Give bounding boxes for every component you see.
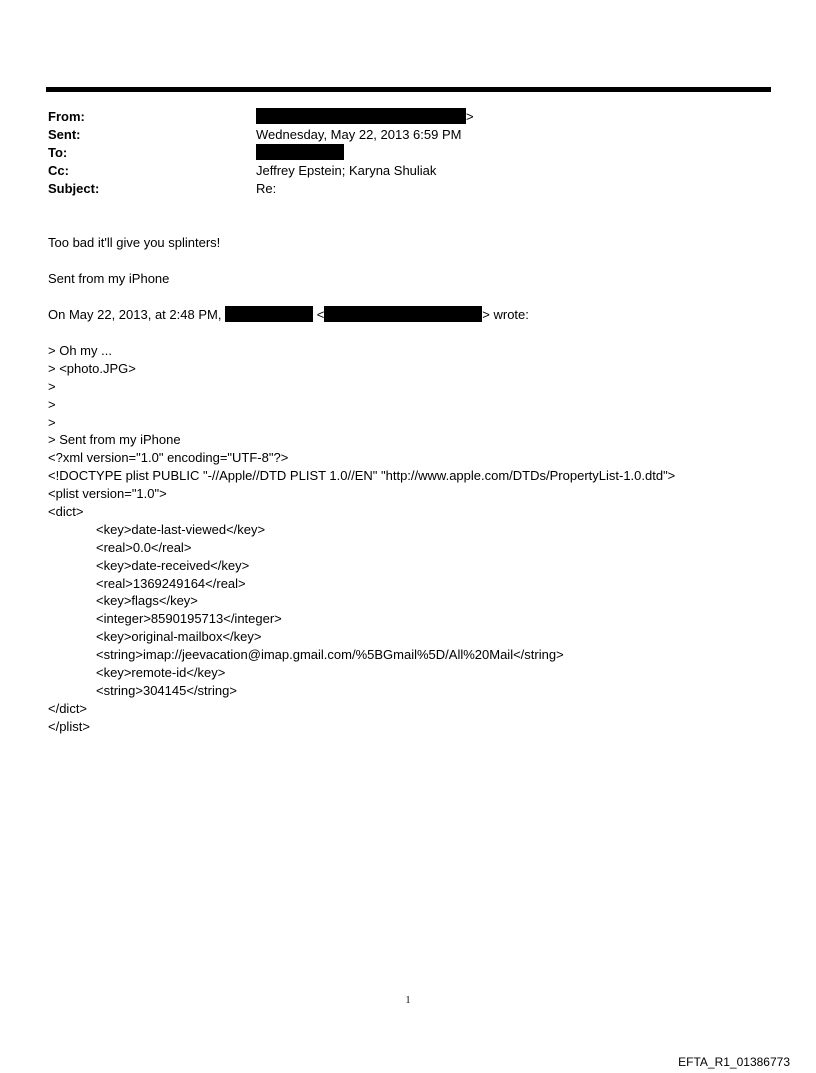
code-line: > Sent from my iPhone <box>48 432 181 448</box>
code-line: > <box>48 414 56 430</box>
code-line: > <photo.JPG> <box>48 360 136 376</box>
sent-label: Sent: <box>48 127 81 142</box>
from-suffix: > <box>466 109 474 124</box>
code-line: <real>1369249164</real> <box>96 575 246 591</box>
quoted-plist-block <box>48 342 675 736</box>
code-line: <dict> <box>48 504 84 520</box>
code-line: </dict> <box>48 700 88 716</box>
cc-label: Cc: <box>48 163 69 178</box>
header-rule <box>46 87 771 92</box>
quote-intro: On May 22, 2013, at 2:48 PM, < > wrote: <box>48 307 529 322</box>
code-line: <key>original-mailbox</key> <box>96 629 262 645</box>
from-label: From: <box>48 109 85 124</box>
code-line: <string>304145</string> <box>96 682 237 698</box>
to-label: To: <box>48 145 68 160</box>
code-line: <key>remote-id</key> <box>96 665 226 681</box>
code-line: > <box>48 378 56 394</box>
code-line: > Oh my ... <box>48 343 112 358</box>
redacted-sender-name <box>225 306 313 322</box>
redacted-from <box>256 108 466 124</box>
code-line: <key>date-last-viewed</key> <box>96 521 266 537</box>
bates-number: EFTA_R1_01386773 <box>678 1055 790 1069</box>
page-number: 1 <box>405 995 411 1006</box>
message-line: Too bad it'll give you splinters! <box>48 235 221 250</box>
code-line: <key>flags</key> <box>96 593 198 609</box>
code-line: > <box>48 396 56 412</box>
subject-value: Re: <box>256 181 277 196</box>
subject-label: Subject: <box>48 181 100 196</box>
code-line: <?xml version="1.0" encoding="UTF-8"?> <box>48 450 289 466</box>
code-line: <!DOCTYPE plist PUBLIC "-//Apple//DTD PLIST 1.0//EN" "http://www.apple.com/DTDs/PropertyList-1.0.dtd"> <box>48 468 676 484</box>
code-line: <key>date-received</key> <box>96 557 250 573</box>
code-line: <integer>8590195713</integer> <box>96 611 282 627</box>
cc-value: Jeffrey Epstein; Karyna Shuliak <box>256 163 437 178</box>
code-line: </plist> <box>48 718 90 734</box>
signature-line: Sent from my iPhone <box>48 271 170 286</box>
redacted-to <box>256 144 344 160</box>
code-line: <plist version="1.0"> <box>48 486 167 502</box>
redacted-sender-email <box>324 306 482 322</box>
code-line: <string>imap://jeevacation@imap.gmail.com/%5BGmail%5D/All%20Mail</string> <box>96 647 564 663</box>
sent-value: Wednesday, May 22, 2013 6:59 PM <box>256 127 462 142</box>
code-line: <real>0.0</real> <box>96 539 192 555</box>
